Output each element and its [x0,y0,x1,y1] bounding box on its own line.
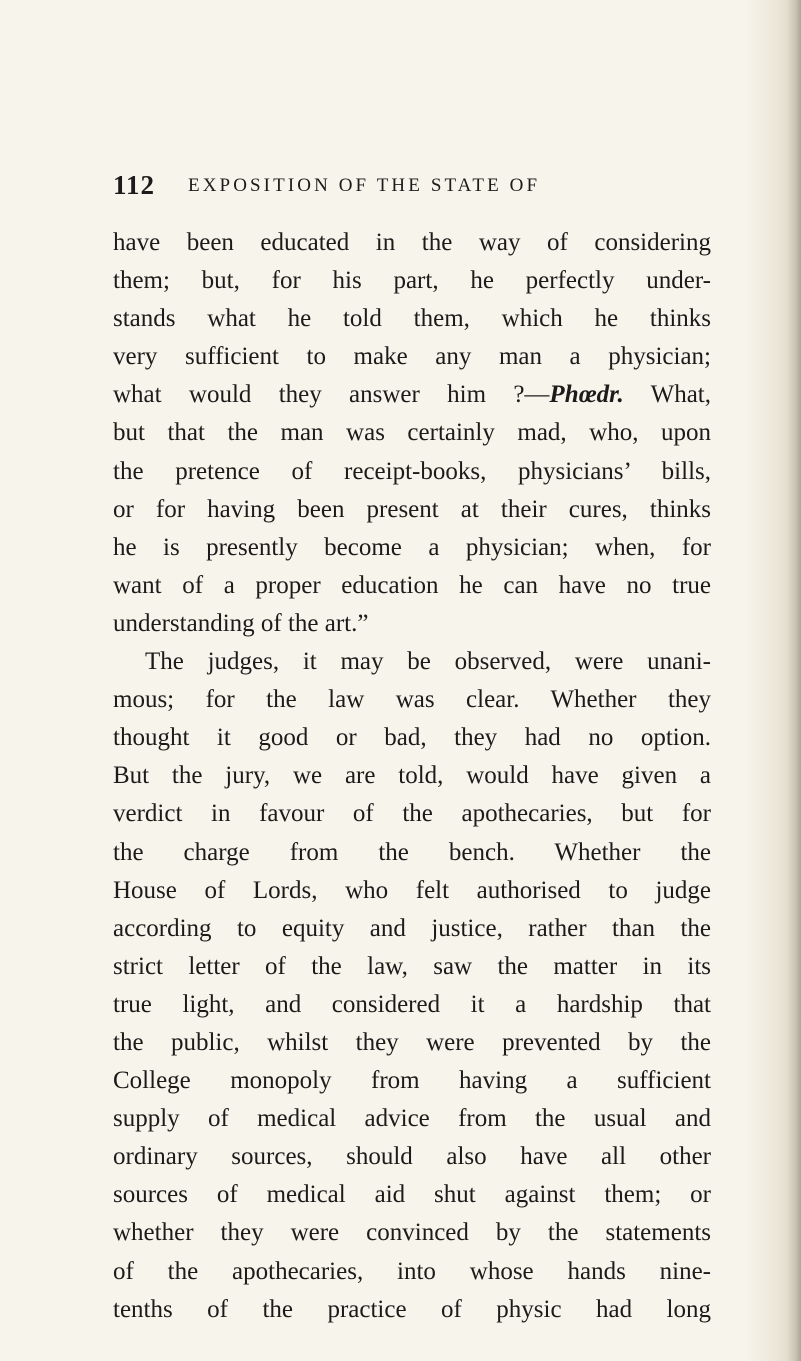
speaker-name: Phœdr. [549,381,624,409]
text-line: thought it good or bad, they had no option. [113,724,711,752]
text-line: true light, and considered it a hardship that [113,990,711,1018]
text-line: strict letter of the law, saw the matter in its [113,952,711,980]
text-line: stands what he told them, which he thinks [113,305,711,333]
text-line: or for having been present at their cures, thinks [113,495,711,523]
text-line: supply of medical advice from the usual and [113,1105,711,1133]
text-line: of the apothecaries, into whose hands nine- [113,1257,711,1285]
text-line: sources of medical aid shut against them; or [113,1181,711,1209]
text-line: want of a proper education he can have no true [113,571,711,599]
text-line: the charge from the bench. Whether the [113,838,711,866]
text-line [113,376,711,414]
text-line: understanding of the art.” [113,609,369,637]
text-line: mous; for the law was clear. Whether they [113,686,711,714]
running-head: EXPOSITION OF THE STATE OF [188,175,541,196]
page-edge-shadow [787,0,801,1361]
text-line: tenths of the practice of physic had long [113,1295,711,1323]
text-line: the public, whilst they were prevented by the [113,1028,711,1056]
text-line: very sufficient to make any man a physician; [113,343,711,371]
text-line: have been educated in the way of considering [113,229,711,256]
text-line: them; but, for his part, he perfectly under- [113,267,711,295]
text-line: whether they were convinced by the statements [113,1219,711,1247]
page-header [113,170,713,210]
text-line: The judges, it may be observed, were unani- [145,648,711,676]
text-segment: what would they answer him ?— [113,381,550,409]
text-line: But the jury, we are told, would have given a [113,762,711,790]
text-segment: What, [623,381,711,409]
text-line: but that the man was certainly mad, who, upon [113,419,711,447]
page-number: 112 [113,170,156,200]
text-line: according to equity and justice, rather than the [113,914,711,942]
text-line: verdict in favour of the apothecaries, but for [113,800,711,828]
body-text [113,224,711,1329]
text-line: College monopoly from having a sufficient [113,1067,711,1095]
text-line: ordinary sources, should also have all other [113,1143,711,1171]
text-line: House of Lords, who felt authorised to judge [113,876,711,904]
text-line: he is presently become a physician; when, for [113,533,711,561]
text-line: the pretence of receipt-books, physicians’ bills, [113,457,711,485]
